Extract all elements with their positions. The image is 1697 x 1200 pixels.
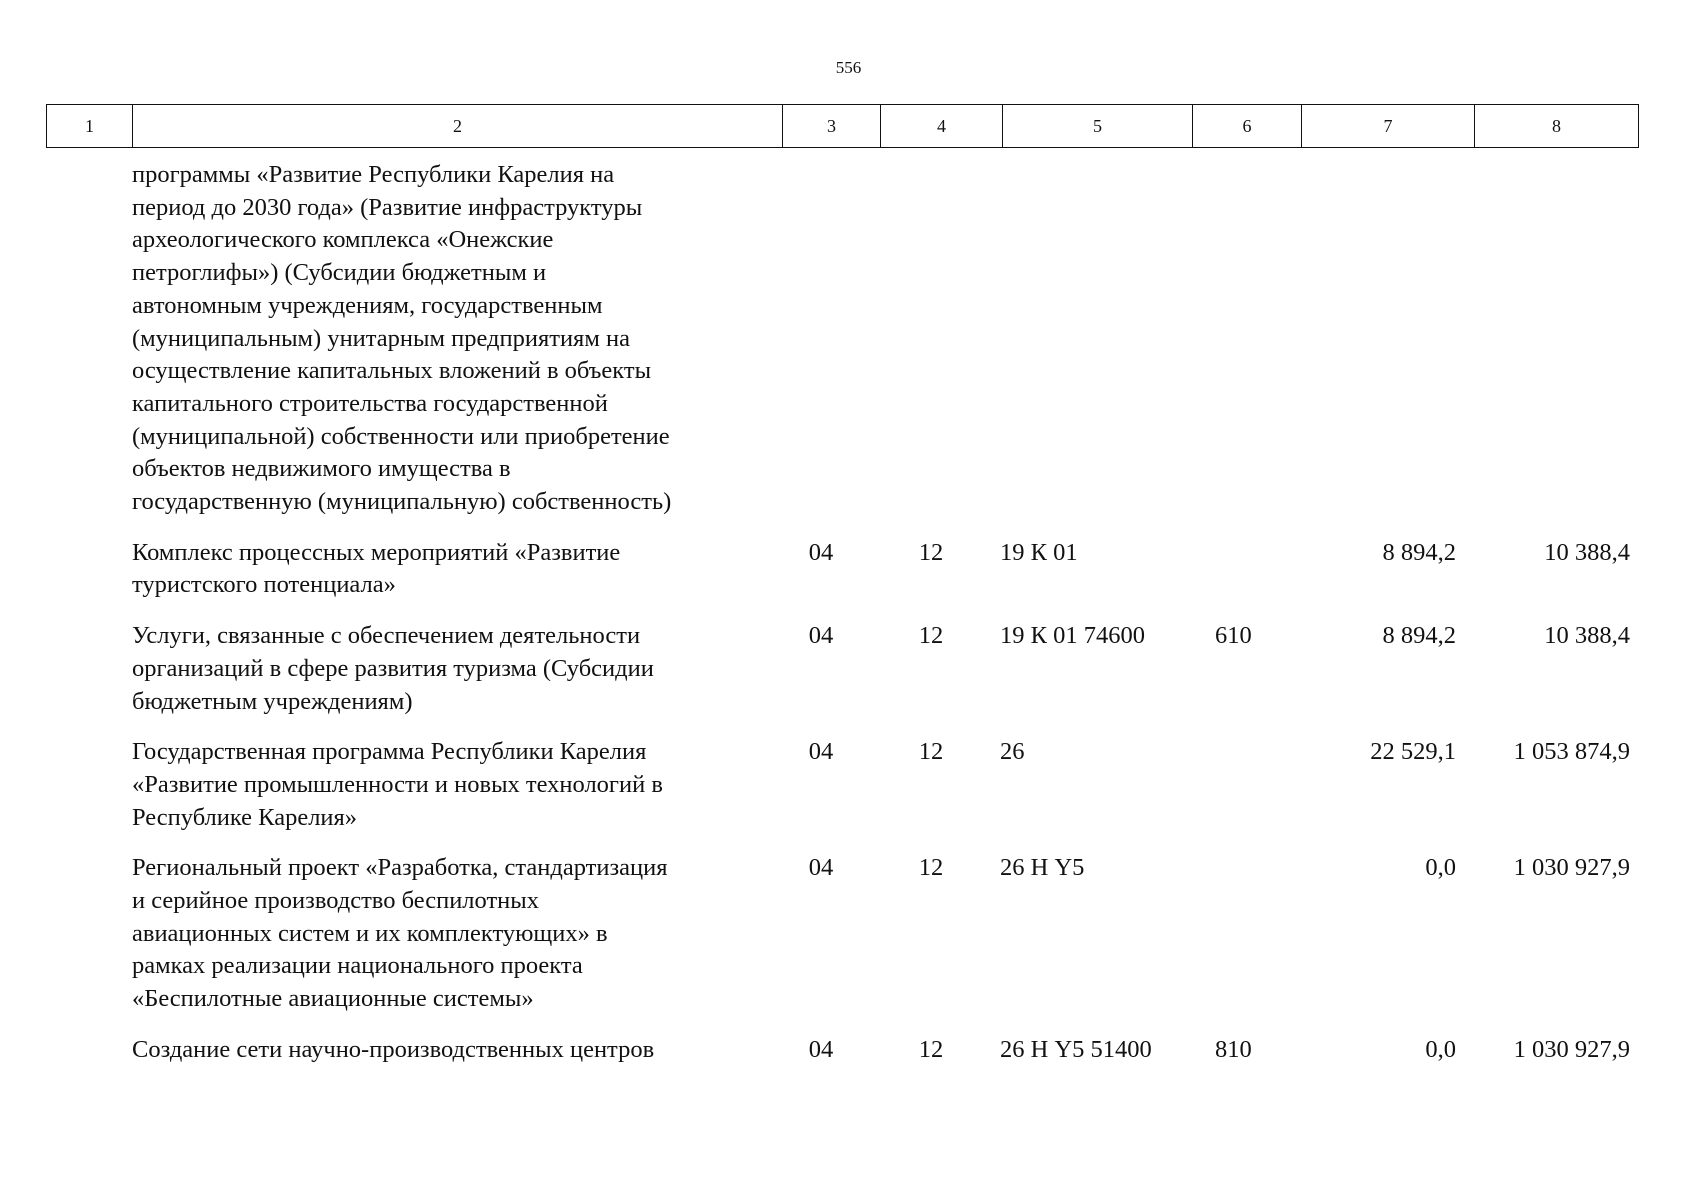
table-row	[46, 1034, 1638, 1067]
cell-expense-type: 610	[1215, 622, 1252, 650]
cell-amount-1: 8 894,2	[1382, 538, 1456, 566]
cell-target-code: 26 Н Y5	[1000, 854, 1085, 882]
cell-expense-type	[1182, 852, 1291, 1016]
cell-target-code: 26	[1000, 738, 1025, 766]
cell-target-code	[992, 159, 1182, 519]
cell-name: Услуги, связанные с обеспечением деятельности организаций в сфере развития туризма (Субсидии бюджетным учреждениям)	[132, 622, 654, 715]
table-row	[46, 852, 1638, 1016]
column-header-6: 6	[1193, 105, 1302, 148]
cell-expense-type	[1182, 537, 1291, 602]
cell-section: 04	[808, 622, 834, 650]
column-header-2: 2	[133, 105, 783, 148]
cell-subsection: 12	[918, 538, 944, 566]
column-header-5: 5	[1003, 105, 1193, 148]
cell-section: 04	[808, 538, 834, 566]
cell-col1	[46, 1034, 132, 1067]
cell-subsection: 12	[918, 854, 944, 882]
table-row	[46, 620, 1638, 718]
cell-expense-type: 810	[1215, 1035, 1252, 1063]
cell-section	[772, 159, 870, 519]
column-header-8: 8	[1475, 105, 1639, 148]
cell-amount-2	[1464, 159, 1638, 519]
cell-expense-type	[1182, 736, 1291, 834]
cell-target-code: 19 К 01	[1000, 538, 1078, 566]
page-number: 556	[835, 58, 862, 77]
cell-amount-1: 0,0	[1425, 1035, 1456, 1063]
cell-subsection: 12	[918, 738, 944, 766]
cell-section: 04	[808, 854, 834, 882]
table-row	[46, 537, 1638, 602]
cell-name: Региональный проект «Разработка, стандартизация и серийное производство беспилотных авиационных систем и их комплектующих» в рамках реализации национального проекта «Беспилотные авиационные системы»	[132, 854, 668, 1013]
cell-col1	[46, 620, 132, 718]
cell-section: 04	[808, 1035, 834, 1063]
cell-amount-2: 10 388,4	[1544, 622, 1630, 650]
cell-col1	[46, 736, 132, 834]
cell-subsection: 12	[918, 622, 944, 650]
cell-name: программы «Развитие Республики Карелия на период до 2030 года» (Развитие инфраструктуры археологического комплекса «Онежские петроглифы») (Субсидии бюджетным и автономным учреждениям, государственным (муниципальным) унитарным предприятиям на осуществление капитальных вложений в объекты капитального строительства государственной (муниципальной) собственности или приобретение объектов недвижимого имущества в государственную (муниципальную) собственность)	[132, 161, 672, 516]
cell-subsection	[870, 159, 992, 519]
cell-expense-type	[1182, 159, 1291, 519]
table-row	[46, 736, 1638, 834]
table-row	[46, 159, 1638, 519]
column-header-table	[46, 104, 1639, 148]
column-header-4: 4	[881, 105, 1003, 148]
cell-col1	[46, 159, 132, 519]
cell-name: Создание сети научно-производственных центров	[132, 1035, 655, 1063]
cell-subsection: 12	[918, 1035, 944, 1063]
cell-amount-2: 1 030 927,9	[1513, 854, 1630, 882]
cell-section: 04	[808, 738, 834, 766]
column-header-7: 7	[1302, 105, 1475, 148]
cell-amount-2: 1 053 874,9	[1513, 738, 1630, 766]
cell-amount-1: 8 894,2	[1382, 622, 1456, 650]
cell-name: Комплекс процессных мероприятий «Развитие туристского потенциала»	[132, 538, 621, 599]
cell-amount-2: 1 030 927,9	[1513, 1035, 1630, 1063]
cell-amount-1: 0,0	[1425, 854, 1456, 882]
cell-amount-2: 10 388,4	[1544, 538, 1630, 566]
column-header-1: 1	[47, 105, 133, 148]
cell-name: Государственная программа Республики Карелия «Развитие промышленности и новых технологий в Республике Карелия»	[132, 738, 663, 831]
cell-col1	[46, 852, 132, 1016]
cell-amount-1: 22 529,1	[1370, 738, 1456, 766]
table-body	[46, 159, 1638, 1085]
column-header-3: 3	[783, 105, 881, 148]
cell-col1	[46, 537, 132, 602]
cell-target-code: 26 Н Y5 51400	[1000, 1035, 1152, 1063]
cell-target-code: 19 К 01 74600	[1000, 622, 1145, 650]
cell-amount-1	[1291, 159, 1464, 519]
column-header-row	[47, 105, 1639, 148]
